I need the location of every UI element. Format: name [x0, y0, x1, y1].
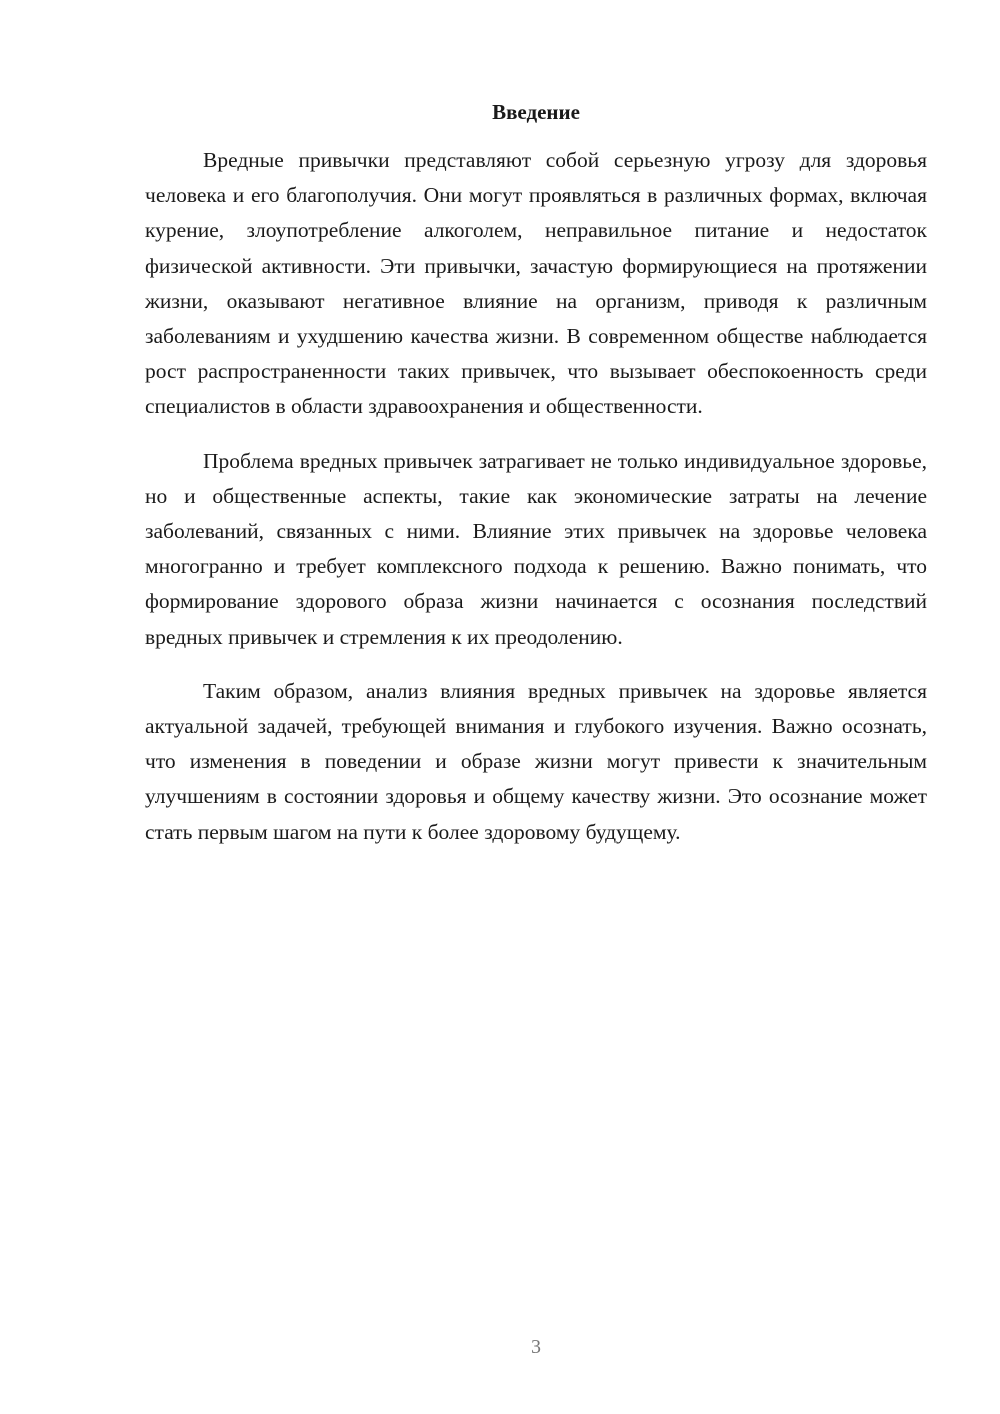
page-number: 3	[531, 1336, 541, 1358]
paragraph-2: Проблема вредных привычек затрагивает не только индивидуальное здоровье, но и общественные аспекты, такие как экономические затраты на лечение заболеваний, связанных с ними. Влияние этих привычек на здоровье человека многогранно и требует комплексного подхода к решению. Важно понимать, что формирование здорового образа жизни начинается с осознания последствий вредных привычек и стремления к их преодолению.	[145, 448, 927, 649]
paragraph-3: Таким образом, анализ влияния вредных привычек на здоровье является актуальной задачей, требующей внимания и глубокого изучения. Важно осознать, что изменения в поведении и образе жизни могут привести к значительным улучшениям в состоянии здоровья и общему качеству жизни. Это осознание может стать первым шагом на пути к более здоровому будущему.	[145, 678, 927, 844]
paragraph-1: Вредные привычки представляют собой серьезную угрозу для здоровья человека и его благополучия. Они могут проявляться в различных формах, включая курение, злоупотребление алкоголем, неправильное питание и недостаток физической активности. Эти привычки, зачастую формирующиеся на протяжении жизни, оказывают негативное влияние на организм, приводя к различным заболеваниям и ухудшению качества жизни. В современном обществе наблюдается рост распространенности таких привычек, что вызывает обеспокоенность среди специалистов в области здравоохранения и общественности.	[145, 148, 927, 419]
body-text	[145, 143, 927, 850]
section-heading: Введение	[492, 100, 580, 124]
